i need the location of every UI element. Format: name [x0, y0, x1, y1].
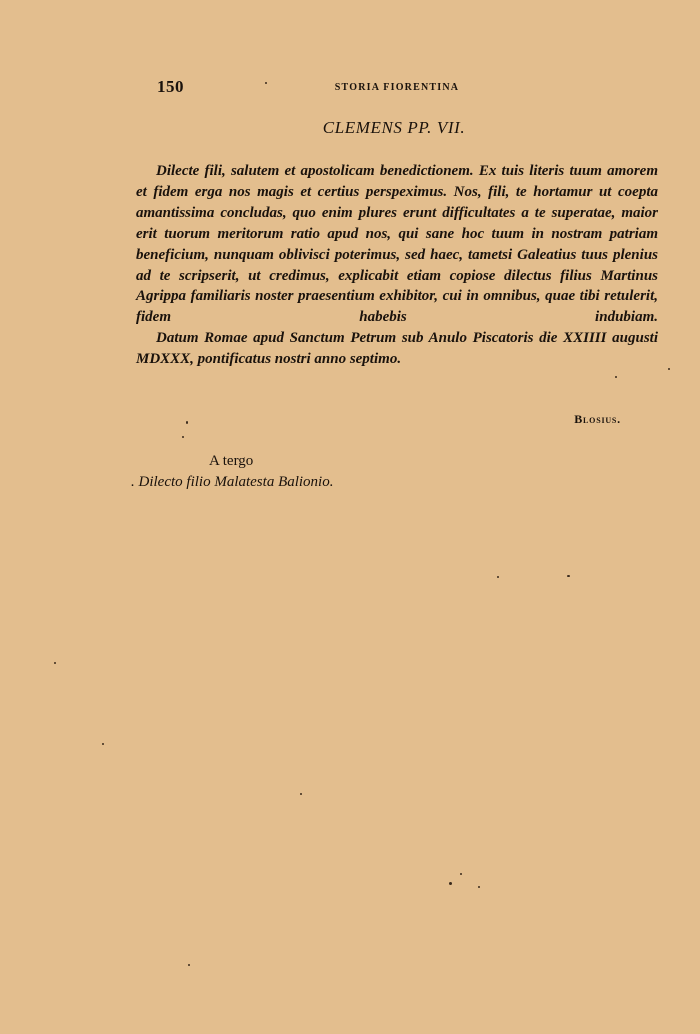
running-head: STORIA FIORENTINA — [334, 82, 460, 93]
address-line: . Dilecto filio Malatesta Balionio. — [131, 474, 334, 490]
paper-speck — [182, 436, 184, 438]
letter-paragraph: Dilecte fili, salutem et apostolicam benedictionem. Ex tuis literis tuum amorem et fidem erga nos magis et certius perspeximus. Nos, fili, te hortamur ut coepta amantissima concludas, quo enim plures erunt difficultates a te superatae, maior erit tuorum meritorum ratio apud nos, qui sane hoc tuum in nostram patriam beneficium, nunquam oblivisci poterimus, sed haec, tametsi Galeatius tuus plenius ad te scripserit, ut credimus, explicabit etiam copiose dilectus filius Martinus Agrippa familiaris noster praesentium exhibitor, cui in omnibus, quae tibi retulerit, fidem habebis indubiam. — [136, 163, 658, 326]
paper-speck — [497, 576, 499, 578]
paper-speck — [265, 82, 267, 84]
paper-speck — [102, 743, 104, 745]
paper-speck — [567, 575, 570, 577]
paper-speck — [668, 368, 670, 370]
paper-speck — [300, 793, 302, 795]
paper-speck — [186, 421, 188, 424]
paper-speck — [460, 873, 462, 875]
letter-body — [136, 161, 658, 370]
paper-speck — [478, 886, 480, 888]
paper-speck — [449, 882, 452, 885]
paper-speck — [615, 376, 617, 378]
dating-clause: Datum Romae apud Sanctum Petrum sub Anulo Piscatoris die XXIIII augusti MDXXX, pontificatus nostri anno septimo. — [136, 330, 658, 368]
paper-speck — [188, 964, 190, 966]
letter-heading: CLEMENS PP. VII. — [322, 118, 466, 137]
verso-label: A tergo — [209, 453, 254, 469]
page-number: 150 — [157, 77, 184, 96]
signature: Blosius. — [574, 412, 621, 426]
paper-speck — [54, 662, 56, 664]
